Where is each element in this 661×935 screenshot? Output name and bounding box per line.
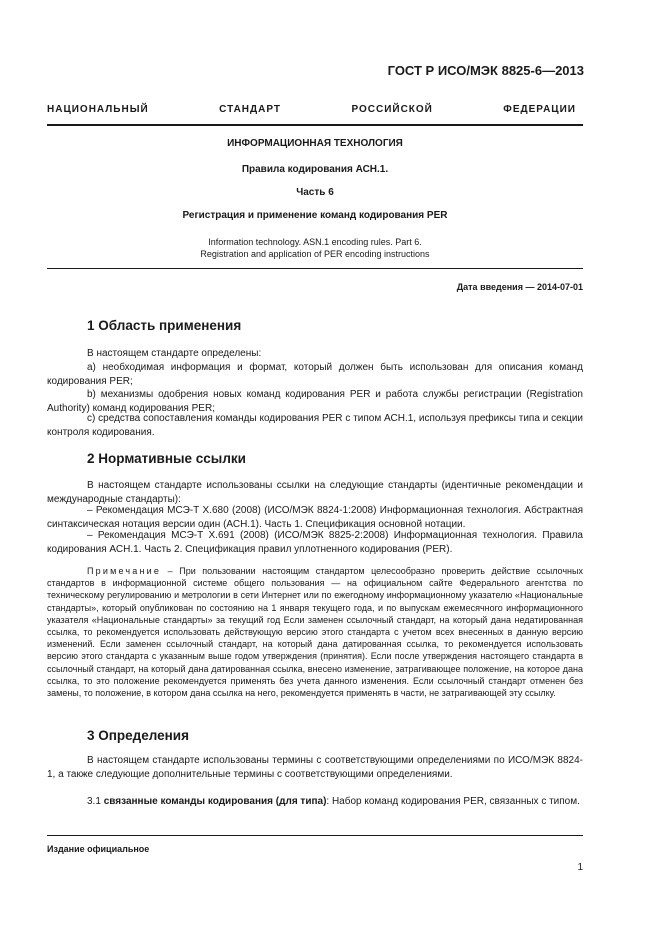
note-text: – При пользовании настоящим стандартом целесообразно проверить действие ссылочных стандартов в информационной системе общего пользования — на официальном сайте Федерального агентства по техническому регулированию и метрологии в сети Интернет или по ежегодному информационному указателю «Национальные стандарты», который опубликован по состоянию на 1 января текущего года, и по выпускам ежемесячного информационного указателя «Национальные стандарты» за текущий год Если заменен ссылочный стандарт, на который дана недатированная ссылка, то рекомендуется использовать действующую версию этого стандарта с учетом всех внесенных в данную версию изменений. Если заменен ссылочный стандарт, на который дана датированная ссылка, то рекомендуется использовать версию этого стандарта с указанным выше годом утверждения (принятия). Если после утверждения настоящего стандарта в ссылочный стандарт, на который дана датированная ссылка, внесено изменение, затрагивающее положение, на которое дана ссылка, то это положение рекомендуется применять без учета данного изменения. Если ссылочный стандарт отменен без замены, то положение, в котором дана ссылка на него, рекомендуется применять в части, не затрагивающей эту ссылку. <box>47 566 583 699</box>
section-3-term-3-1 <box>47 795 583 809</box>
page-number: 1 <box>577 862 583 873</box>
term-name: связанные команды кодирования (для типа) <box>103 796 327 807</box>
section-3-heading: 3 Определения <box>87 728 189 743</box>
section-2-note <box>47 565 583 699</box>
section-2-ref-2: – Рекомендация МСЭ-Т X.691 (2008) (ИСО/МЭК 8825-2:2008) Информационная технология. Правила кодирования АСН.1. Часть 2. Спецификация правил уплотненного кодирования (PER). <box>47 530 583 555</box>
header-rule <box>47 124 583 126</box>
english-title-2: Registration and application of PER encoding instructions <box>200 249 430 259</box>
section-2-ref-1: – Рекомендация МСЭ-Т X.680 (2008) (ИСО/МЭК 8824-1:2008) Информационная технология. Абстрактная синтаксическая нотация версии один (АСН.1). Часть 1. Спецификация основной нотации. <box>47 505 583 530</box>
section-1-item-b: b) механизмы одобрения новых команд кодирования PER и работа службы регистрации (Registration Authority) команд кодирования PER; <box>47 389 583 414</box>
section-1-p1: В настоящем стандарте определены: <box>87 348 262 359</box>
title-part: Часть 6 <box>296 187 334 198</box>
title-line-4: Регистрация и применение команд кодирования PER <box>182 210 448 221</box>
section-2-p1: В настоящем стандарте использованы ссылки на следующие стандарты (идентичные рекомендации и международные стандарты): <box>47 480 583 505</box>
title-line-2: Правила кодирования АСН.1. <box>241 164 389 175</box>
section-2-heading: 2 Нормативные ссылки <box>87 451 246 466</box>
title-line-1: ИНФОРМАЦИОННАЯ ТЕХНОЛОГИЯ <box>227 138 403 149</box>
english-title-1: Information technology. ASN.1 encoding rules. Part 6. <box>208 237 422 247</box>
official-edition: Издание официальное <box>47 844 150 854</box>
effective-date: Дата введения — 2014-07-01 <box>456 282 583 292</box>
footer-rule <box>47 835 583 836</box>
note-label: Примечание <box>87 566 162 576</box>
national-standard-line: НАЦИОНАЛЬНЫЙ СТАНДАРТ РОССИЙСКОЙ ФЕДЕРАЦИИ <box>47 104 576 115</box>
section-3-p1: В настоящем стандарте использованы термины с соответствующими определениями по ИСО/МЭК 8824-1, а также следующие дополнительные термины с соответствующими определениями. <box>47 755 583 780</box>
section-1-item-a: а) необходимая информация и формат, который должен быть использован для описания команд кодирования PER; <box>47 362 583 387</box>
term-definition: : Набор команд кодирования PER, связанных с типом. <box>326 796 580 807</box>
document-code: ГОСТ Р ИСО/МЭК 8825-6—2013 <box>387 63 584 78</box>
term-number: 3.1 <box>87 796 104 807</box>
section-1-heading: 1 Область применения <box>87 318 242 333</box>
title-rule <box>47 268 583 269</box>
section-1-item-c: с) средства сопоставления команды кодирования PER с типом АСН.1, используя префиксы типа и секции контроля кодирования. <box>47 413 583 438</box>
